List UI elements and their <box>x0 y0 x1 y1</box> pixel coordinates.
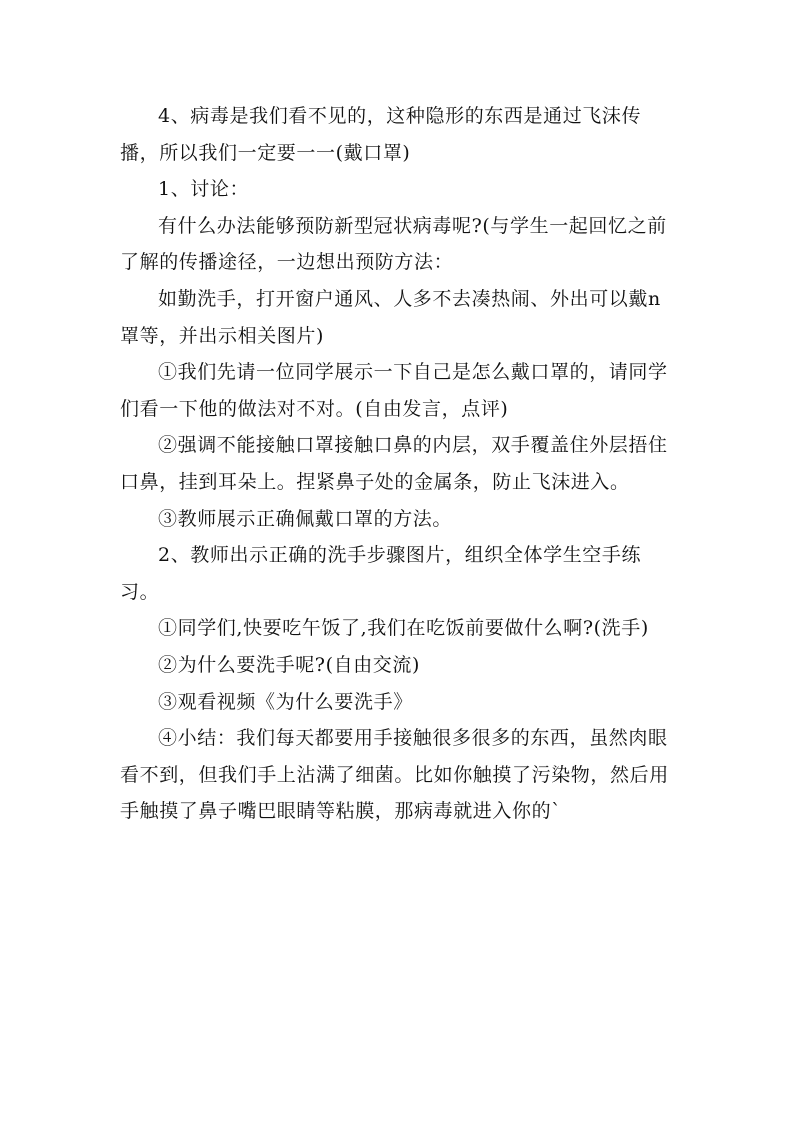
paragraph-why-wash: ②为什么要洗手呢?(自由交流) <box>158 653 421 676</box>
paragraph-discussion-heading: 1、讨论： <box>158 178 250 201</box>
paragraph-handwash-steps: 2、教师出示正确的洗手步骤图片，组织全体学生空手练习。 <box>120 544 642 603</box>
paragraph-wear-mask: 4、病毒是我们看不见的，这种隐形的东西是通过飞沫传播，所以我们一定要一一(戴口罩) <box>120 105 642 164</box>
paragraph-prevention-methods: 如勤洗手，打开窗户通风、人多不去凑热闹、外出可以戴n罩等，并出示相关图片) <box>120 287 661 347</box>
document-body <box>120 98 680 830</box>
paragraph-before-lunch: ①同学们,快要吃午饭了,我们在吃饭前要做什么啊?(洗手) <box>158 617 649 640</box>
paragraph-watch-video: ③观看视频《为什么要洗手》 <box>158 690 413 713</box>
paragraph-summary: ④小结：我们每天都要用手接触很多很多的东西，虽然肉眼看不到，但我们手上沾满了细菌。比如你触摸了污染物，然后用手触摸了鼻子嘴巴眼睛等粘膜，那病毒就进入你的` <box>120 727 669 823</box>
paragraph-mask-demo: ①我们先请一位同学展示一下自己是怎么戴口罩的，请同学们看一下他的做法对不对。(自由发言，点评) <box>120 361 668 420</box>
paragraph-prevention-question: 有什么办法能够预防新型冠状病毒呢?(与学生一起回忆之前了解的传播途径，一边想出预防方法： <box>120 214 667 274</box>
paragraph-teacher-mask-method: ③教师展示正确佩戴口罩的方法。 <box>158 507 453 530</box>
paragraph-mask-emphasis: ②强调不能接触口罩接触口鼻的内层，双手覆盖住外层捂住口鼻，挂到耳朵上。捏紧鼻子处的金属条，防止飞沫进入。 <box>120 434 668 493</box>
